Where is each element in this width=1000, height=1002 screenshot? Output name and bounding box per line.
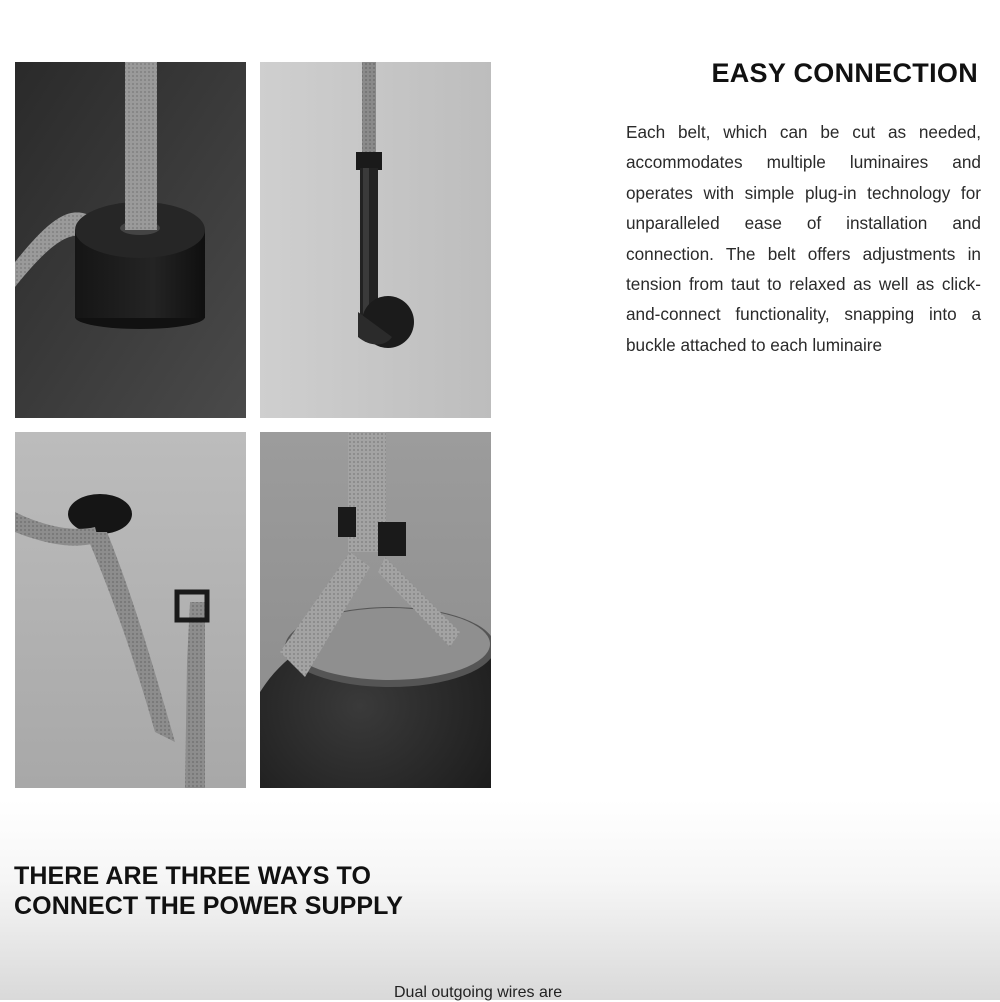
easy-connection-title: EASY CONNECTION	[711, 58, 978, 88]
easy-connection-body: Each belt, which can be cut as needed, accommodates multiple luminaires and operates with simple plug-in technology for unparalleled ease of installation and connection. The belt offers adjustments in tension from taut to relaxed as well as click-and-connect functionality, snapping into a buckle attached to each luminaire	[626, 122, 981, 355]
power-supply-partial-text: Dual outgoing wires are	[394, 984, 563, 1001]
belt-wall-mount-photo	[260, 62, 491, 418]
belt-floor-base-photo	[15, 62, 246, 418]
belt-ceiling-buckle-photo	[15, 432, 246, 788]
power-supply-title: THERE ARE THREE WAYS TO CONNECT THE POWER SUPPLY	[14, 862, 404, 920]
belt-pendant-harness-photo	[260, 432, 491, 788]
